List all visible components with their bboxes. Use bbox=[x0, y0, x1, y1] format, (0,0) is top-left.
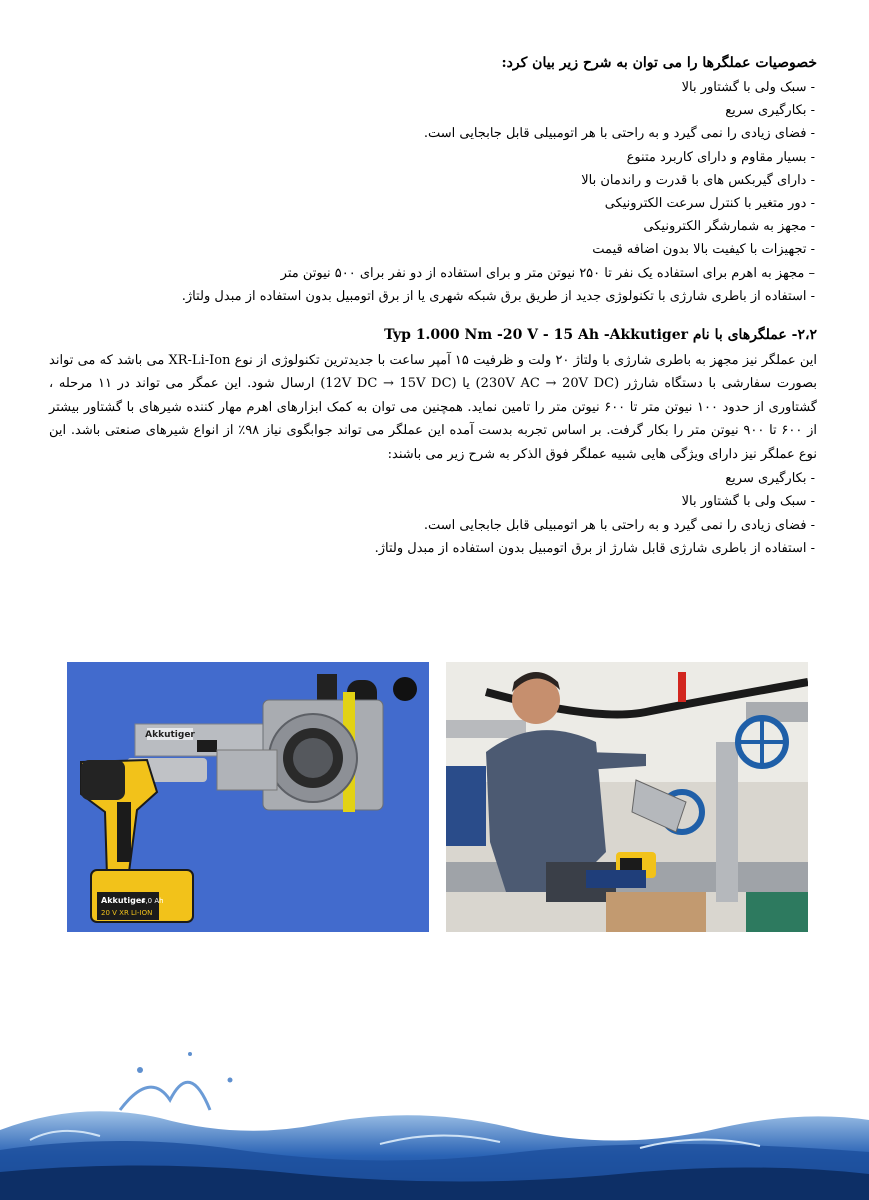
feature-item: - مجهز به شمارشگر الکترونیکی bbox=[643, 219, 815, 235]
section-number: ۲،۲- bbox=[791, 327, 817, 343]
section-paragraph: این عملگر نیز مجهز به باطری شارژی با ولتاژ ۲۰ ولت و ظرفیت ۱۵ آمپر ساعت با جدیدترین تکنولوژی از نوع XR-Li-Ion می باشد که می تواند بصورت سفارشی با دستگاه شارژر (230V AC → 20V DC) یا (12V DC → 15V DC) ارسال شود. این عمگر می تواند در ۱۱ مرحله ، گشتاوری از حدود ۱۰۰ نیوتن متر تا ۶۰۰ نیوتن متر را تامین نماید. همچنین می توان به کمک ابزارهای اهرم مهار کننده شیرهای با گشتاور بیشتر از ۶۰۰ تا ۹۰۰ نیوتن متر را بکار گرفت. بر اساس تجربه بدست آمده این عملگر می تواند جوابگوی نیاز ۹۸٪ از انواع شیرهای صنعتی باشد. این نوع عملگر نیز دارای ویژگی هایی شبیه عملگر فوق الذکر به شرح زیر می باشند: bbox=[49, 353, 818, 462]
battery-spec: 20 V XR LI-ION bbox=[101, 909, 153, 917]
features-heading: خصوصیات عملگرها را می توان به شرح زیر بیان کرد: bbox=[501, 55, 817, 71]
feature-item: – مجهز به اهرم برای استفاده یک نفر تا ۲۵۰ نیوتن متر و برای استفاده از دو نفر برای ۵۰۰ نیوتن متر bbox=[280, 265, 815, 281]
battery-capacity: 4,0 Ah bbox=[141, 897, 164, 905]
section-feature-item: - فضای زیادی را نمی گیرد و به راحتی با هر اتومبیلی قابل جابجایی است. bbox=[423, 517, 815, 533]
section-feature-item: - سبک ولی با گشتاور بالا bbox=[681, 494, 815, 510]
section-title-fa: عملگرهای با نام bbox=[692, 327, 787, 343]
feature-item: - بکارگیری سریع bbox=[725, 103, 815, 119]
section-features-list bbox=[35, 467, 815, 561]
tool-brand-plate: Akkutiger bbox=[145, 730, 195, 740]
feature-item: - دارای گیربکس های با قدرت و راندمان بالا bbox=[581, 172, 815, 188]
feature-item: - سبک ولی با گشتاور بالا bbox=[681, 80, 815, 95]
section-title bbox=[37, 325, 817, 345]
worker-valve-photo bbox=[446, 662, 808, 932]
section-feature-item: - بکارگیری سریع bbox=[725, 471, 815, 486]
actuator-tool-photo bbox=[67, 662, 429, 932]
feature-item: - تجهیزات با کیفیت بالا بدون اضافه قیمت bbox=[592, 242, 815, 258]
section-feature-item: - استفاده از باطری شارژی قابل شارژ از برق اتومبیل بدون استفاده از مبدل ولتاژ. bbox=[374, 541, 815, 557]
section-title-en: Typ 1.000 Nm -20 V - 15 Ah -Akkutiger bbox=[384, 327, 688, 343]
feature-item: - بسیار مقاوم و دارای کاربرد متنوع bbox=[626, 149, 815, 165]
feature-item: - دور متغیر با کنترل سرعت الکترونیکی bbox=[604, 196, 815, 212]
feature-item: - فضای زیادی را نمی گیرد و به راحتی با هر اتومبیلی قابل جابجایی است. bbox=[423, 126, 815, 142]
water-splash-decoration bbox=[0, 1040, 869, 1200]
battery-brand: Akkutiger bbox=[101, 896, 146, 905]
feature-item: - استفاده از باطری شارژی با تکنولوژی جدید از طریق برق شبکه شهری یا از برق اتومبیل بدون استفاده از مبدل ولتاژ. bbox=[181, 288, 815, 304]
features-list bbox=[35, 76, 815, 308]
